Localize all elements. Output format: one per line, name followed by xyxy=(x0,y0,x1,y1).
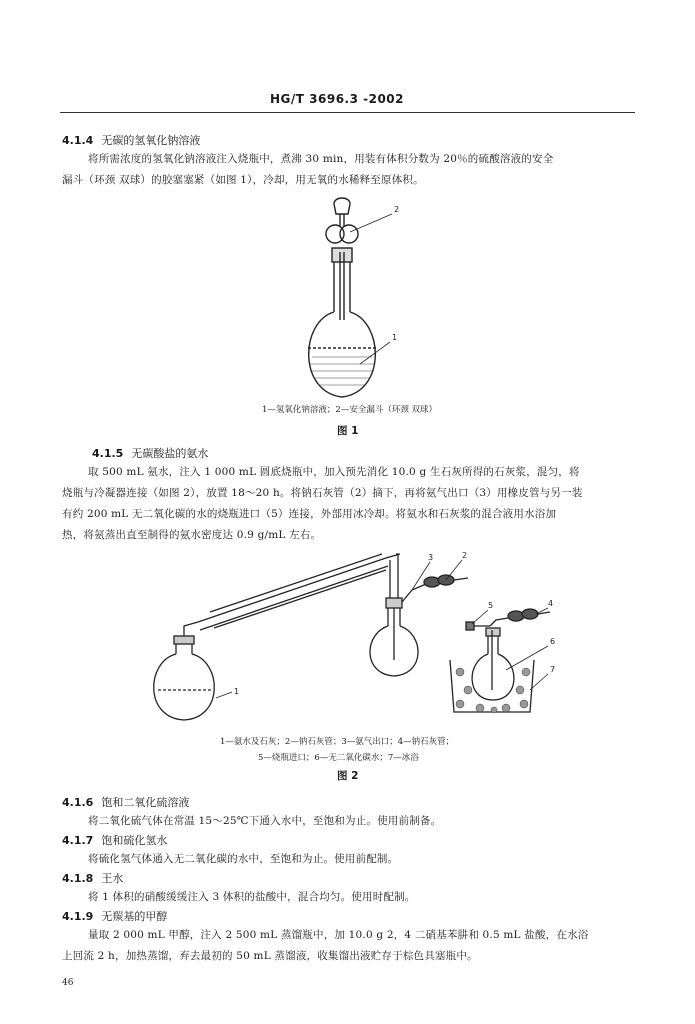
figure-1-apparatus xyxy=(290,192,410,402)
section-4-1-7-heading xyxy=(62,832,167,848)
figure-2-label: 图 2 xyxy=(337,770,359,782)
page-header-title: HG/T 3696.3 -2002 xyxy=(270,92,405,106)
section-4-1-6-heading xyxy=(62,794,189,810)
fig2-callout-5: 5 xyxy=(488,601,494,610)
fig2-callout-4: 4 xyxy=(548,599,554,608)
section-4-1-4-heading xyxy=(62,132,200,148)
section-4-1-9-line-1: 量取 2 000 mL 甲醇，注入 2 500 mL 蒸馏瓶中，加 10.0 g 2，4 二硝基苯肼和 0.5 mL 盐酸，在水浴 xyxy=(88,929,589,941)
section-number: 4.1.9 xyxy=(62,910,94,923)
fig2-callout-2: 2 xyxy=(462,551,468,560)
section-number: 4.1.6 xyxy=(62,796,94,809)
header-rule xyxy=(60,112,635,113)
section-number: 4.1.8 xyxy=(62,872,94,885)
section-4-1-9-heading xyxy=(62,908,167,924)
section-title: 王水 xyxy=(101,872,124,885)
fig2-callout-6: 6 xyxy=(550,637,556,646)
fig2-callout-3: 3 xyxy=(428,553,434,562)
fig1-callout-1: 1 xyxy=(392,333,398,342)
fig2-callout-1: 1 xyxy=(234,687,240,696)
page-number: 46 xyxy=(62,978,74,988)
section-4-1-4-para-2: 漏斗（环颈 双球）的胶塞塞紧（如图 1），冷却，用无氧的水稀释至原体积。 xyxy=(62,174,424,186)
section-number: 4.1.7 xyxy=(62,834,94,847)
section-4-1-6-para: 将二氧化硫气体在常温 15～25℃下通入水中，至饱和为止。使用前制备。 xyxy=(88,815,442,827)
section-4-1-9-line-2: 上回流 2 h，加热蒸馏，弃去最初的 50 mL 蒸馏液，收集馏出液贮存于棕色具塞瓶中。 xyxy=(62,950,478,962)
section-4-1-5-line-3: 有约 200 mL 无二氧化碳的水的烧瓶进口（5）连接，外部用冰冷却。将氨水和石灰浆的混合液用水浴加 xyxy=(62,508,557,520)
section-4-1-4-para-1: 将所需浓度的氢氧化钠溶液注入烧瓶中，煮沸 30 min，用装有体积分数为 20％的硫酸溶液的安全 xyxy=(88,153,554,165)
section-4-1-8-para: 将 1 体积的硝酸缓缓注入 3 体积的盐酸中，混合均匀。使用时配制。 xyxy=(88,891,416,903)
section-title: 无羰基的甲醇 xyxy=(101,910,168,923)
figure-1-caption: 1—氢氧化钠溶液；2—安全漏斗（环颈 双球） xyxy=(262,405,438,415)
section-4-1-5-line-1: 取 500 mL 氨水，注入 1 000 mL 圆底烧瓶中，加入预先消化 10.0 g 生石灰所得的石灰浆，混匀，将 xyxy=(88,466,580,478)
section-number: 4.1.5 xyxy=(92,447,124,460)
fig1-callout-2: 2 xyxy=(394,205,400,214)
figure-2-caption-line-1: 1—氨水及石灰；2—钠石灰管；3—氨气出口；4—钠石灰管； xyxy=(220,737,455,747)
section-4-1-7-para: 将硫化氢气体通入无二氧化碳的水中，至饱和为止。使用前配制。 xyxy=(88,853,399,865)
section-number: 4.1.4 xyxy=(62,134,94,147)
section-title: 无碳酸盐的氨水 xyxy=(131,447,209,460)
section-title: 饱和二氧化硫溶液 xyxy=(101,796,190,809)
figure-1-label: 图 1 xyxy=(337,425,359,437)
section-4-1-5-heading xyxy=(92,445,208,461)
section-4-1-8-heading xyxy=(62,870,123,886)
figure-2-caption-line-2: 5—烧瓶进口；6—无二氧化碳水；7—冰浴 xyxy=(258,753,419,763)
section-4-1-5-line-2: 烧瓶与冷凝器连接（如图 2），放置 18～20 h。将钠石灰管（2）摘下，再将氨气出口（3）用橡皮管与另一装 xyxy=(62,487,583,499)
fig2-callout-7: 7 xyxy=(550,665,556,674)
section-4-1-5-line-4: 热，将氨蒸出直至制得的氨水密度达 0.9 g/mL 左右。 xyxy=(62,529,322,541)
figure-2-apparatus xyxy=(150,550,570,730)
section-title: 无碳的氢氧化钠溶液 xyxy=(101,134,201,147)
section-title: 饱和硫化氢水 xyxy=(101,834,168,847)
